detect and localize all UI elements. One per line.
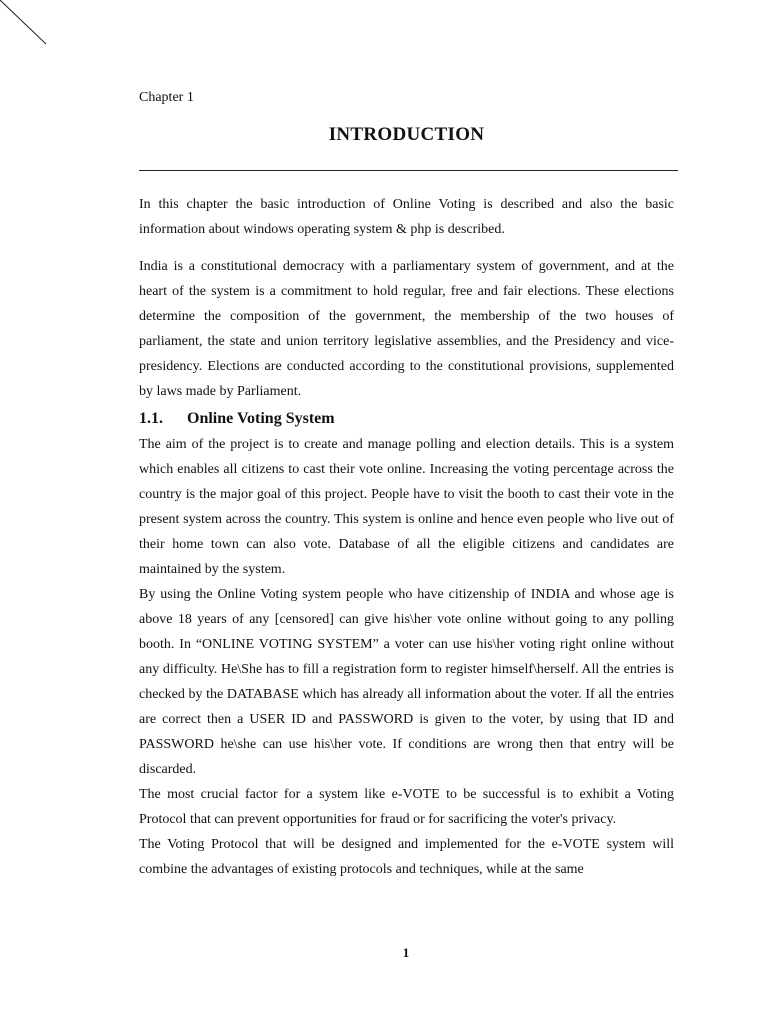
document-page <box>139 88 674 882</box>
chapter-title: INTRODUCTION <box>328 124 485 145</box>
paragraph-voting-system: By using the Online Voting system people who have citizenship of INDIA and whose age is above 18 years of any [censored] can give his\her vote online without going to any polling booth. In “ONLINE VOTING SYSTEM” a voter can use his\her voting right online without any difficulty. He\She has to fill a registration form to register himself\herself. All the entries is checked by the DATABASE which has already all information about the voter. If all the entries are correct then a USER ID and PASSWORD is given to the voter, by using that ID and PASSWORD he\she can use his\her vote. If conditions are wrong then that entry will be discarded. <box>139 587 674 777</box>
paragraph-project-aim: The aim of the project is to create and manage polling and election details. This is a system which enables all citizens to cast their vote online. Increasing the voting percentage across the country is the major goal of this project. People have to visit the booth to cast their vote in the present system across the country. This system is online and hence even people who live out of their home town can also vote. Database of all the eligible citizens and candidates are maintained by the system. <box>139 437 674 577</box>
page-number: 1 <box>402 945 410 960</box>
section-title: Online Voting System <box>187 410 335 427</box>
section-number: 1.1. <box>139 410 163 427</box>
paragraph-intro: In this chapter the basic introduction of Online Voting is described and also the basic information about windows operating system & php is described. <box>139 197 674 237</box>
paragraph-crucial-factor: The most crucial factor for a system like e-VOTE to be successful is to exhibit a Voting Protocol that can prevent opportunities for fraud or for sacrificing the voter's privacy. <box>139 787 674 827</box>
title-divider <box>139 170 678 171</box>
chapter-label: Chapter 1 <box>139 90 194 105</box>
corner-fold-line <box>0 0 48 46</box>
paragraph-democracy: India is a constitutional democracy with a parliamentary system of government, and at the heart of the system is a commitment to hold regular, free and fair elections. These elections determine the composition of the government, the membership of the two houses of parliament, the state and union territory legislative assemblies, and the Presidency and vice-presidency. Elections are conducted according to the constitutional provisions, supplemented by laws made by Parliament. <box>139 259 674 399</box>
section-heading <box>139 406 674 432</box>
paragraph-voting-protocol: The Voting Protocol that will be designed and implemented for the e-VOTE system will combine the advantages of existing protocols and techniques, while at the same <box>139 837 674 877</box>
